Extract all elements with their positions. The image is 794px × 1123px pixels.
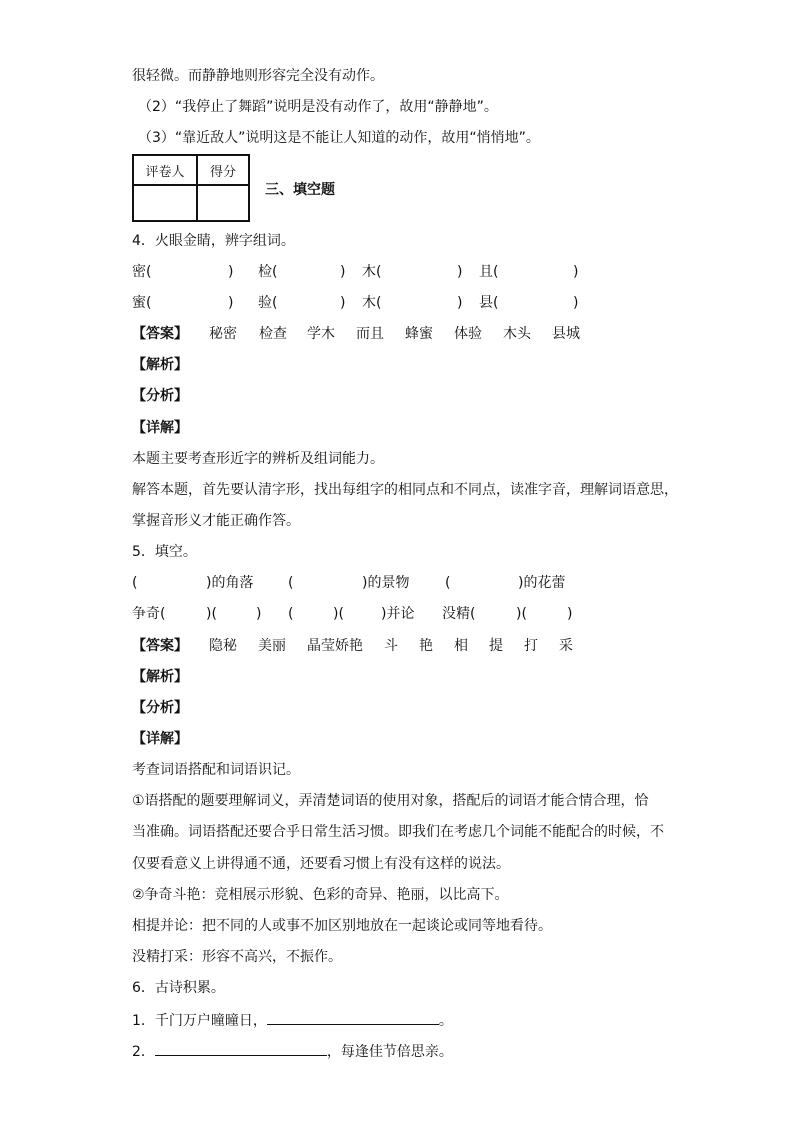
q4-answer-4: 而且	[356, 326, 384, 342]
q5-r1-item-1: )的角落	[206, 575, 254, 591]
q5-r1-item-2: )的景物	[362, 575, 410, 591]
q4-r2-c3-open: 木(	[362, 295, 382, 311]
q4-xiangjie-label: 【详解】	[132, 420, 188, 436]
q6-line-2-prefix: 2．	[132, 1044, 155, 1060]
q5-r1-open-3: (	[445, 575, 451, 591]
q5-answer-8: 打	[524, 638, 538, 654]
score-table-score-cell	[197, 185, 249, 221]
q5-r2-h: )(	[516, 606, 527, 622]
q5-answer-1: 隐秘	[209, 638, 237, 654]
section-title: 三、填空题	[265, 182, 335, 198]
q5-r1-open-1: (	[132, 575, 138, 591]
q4-r2-c2-close: )	[340, 295, 346, 311]
q5-r2-a: 争奇(	[132, 606, 166, 622]
q5-explanation-1: 考查词语搭配和词语识记。	[132, 762, 300, 778]
q6-line-2-suffix: ，每逢佳节倍思亲。	[326, 1044, 453, 1060]
q4-r1-c3-open: 木(	[362, 264, 382, 280]
q4-answer-8: 县城	[552, 326, 580, 342]
q5-answer-9: 采	[559, 638, 573, 654]
q4-r1-c4-open: 且(	[479, 264, 499, 280]
q5-title: 5．填空。	[132, 544, 197, 560]
q4-r1-c2-open: 检(	[258, 264, 278, 280]
intro-line-3: （3）“靠近敌人”说明这是不能让人知道的动作，故用“悄悄地”。	[138, 130, 540, 146]
q5-jiexi-label: 【解析】	[132, 669, 188, 685]
q5-answer-label: 【答案】	[132, 638, 188, 654]
q6-line-2-blank[interactable]	[155, 1041, 327, 1056]
q5-answer-2: 美丽	[258, 638, 286, 654]
q6-line-1-prefix: 1．千门万户曈曈日，	[132, 1013, 267, 1029]
q4-jiexi-label: 【解析】	[132, 357, 188, 373]
q4-answer-label: 【答案】	[132, 326, 188, 342]
q4-answer-7: 木头	[503, 326, 531, 342]
q5-r1-item-3: )的花蕾	[518, 575, 566, 591]
q4-r1-c1-close: )	[228, 264, 234, 280]
q5-xiangjie-label: 【详解】	[132, 731, 188, 747]
q4-answer-1: 秘密	[209, 326, 237, 342]
q5-answer-5: 艳	[419, 638, 433, 654]
score-table	[132, 154, 250, 222]
q5-r2-i: )	[567, 606, 573, 622]
q6-line-1-blank[interactable]	[267, 1010, 439, 1025]
q6-title: 6．古诗积累。	[132, 980, 225, 996]
q4-answer-3: 学木	[307, 326, 335, 342]
q5-explanation-2b: 当准确。词语搭配还要合乎日常生活习惯。即我们在考虑几个词能不能配合的时候，不	[132, 824, 664, 840]
q5-explanation-3: ②争奇斗艳：竞相展示形貌、色彩的奇异、艳丽，以比高下。	[132, 887, 509, 903]
q4-answer-5: 蜂蜜	[405, 326, 433, 342]
q4-title: 4．火眼金睛，辨字组词。	[132, 233, 295, 249]
q5-answer-3: 晶莹娇艳	[307, 638, 363, 654]
q6-line-1	[132, 1010, 453, 1031]
q4-answer-2: 检查	[259, 326, 287, 342]
q5-r2-d: (	[288, 606, 294, 622]
q4-r2-c3-close: )	[457, 295, 463, 311]
q4-r2-c4-close: )	[573, 295, 579, 311]
q4-explanation-2a: 解答本题，首先要认清字形，找出每组字的相同点和不同点，读准字音，理解词语意思，	[132, 482, 678, 498]
q5-r2-c: )	[256, 606, 262, 622]
q5-r2-b: )(	[206, 606, 217, 622]
q4-explanation-2b: 掌握音形义才能正确作答。	[132, 513, 300, 529]
q4-fenxi-label: 【分析】	[132, 388, 188, 404]
score-table-header-grader: 评卷人	[133, 155, 197, 185]
q5-r2-f: )并论	[381, 606, 415, 622]
q6-line-1-suffix: 。	[438, 1013, 453, 1029]
q4-r2-c4-open: 县(	[479, 295, 499, 311]
q5-r1-open-2: (	[288, 575, 294, 591]
q5-r2-g: 没精(	[442, 606, 476, 622]
q4-r2-c1-close: )	[228, 295, 234, 311]
q4-r2-c2-open: 验(	[258, 295, 278, 311]
score-table-grader-cell	[133, 185, 197, 221]
q4-r1-c4-close: )	[573, 264, 579, 280]
score-table-header-score: 得分	[197, 155, 249, 185]
q5-explanation-2a: ①语搭配的题要理解词义，弄清楚词语的使用对象，搭配后的词语才能合情合理，恰	[132, 793, 649, 809]
intro-line-1: 很轻微。而静静地则形容完全没有动作。	[132, 68, 384, 84]
q4-answer-6: 体验	[454, 326, 482, 342]
q5-answer-7: 提	[489, 638, 503, 654]
q4-r1-c3-close: )	[457, 264, 463, 280]
q5-explanation-2c: 仅要看意义上讲得通不通，还要看习惯上有没有这样的说法。	[132, 856, 510, 872]
q5-answer-6: 相	[454, 638, 468, 654]
q5-explanation-5: 没精打采：形容不高兴，不振作。	[132, 949, 342, 965]
intro-line-2: （2）“我停止了舞蹈”说明是没有动作了，故用“静静地”。	[138, 99, 498, 115]
q5-answer-4: 斗	[384, 638, 398, 654]
q4-explanation-1: 本题主要考查形近字的辨析及组词能力。	[132, 451, 384, 467]
q5-fenxi-label: 【分析】	[132, 700, 188, 716]
q4-r1-c2-close: )	[340, 264, 346, 280]
q4-r2-c1-open: 蜜(	[132, 295, 152, 311]
q5-explanation-4: 相提并论：把不同的人或事不加区别地放在一起谈论或同等地看待。	[132, 918, 552, 934]
q5-r2-e: )(	[333, 606, 344, 622]
q4-r1-c1-open: 密(	[132, 264, 152, 280]
q6-line-2	[132, 1041, 453, 1062]
